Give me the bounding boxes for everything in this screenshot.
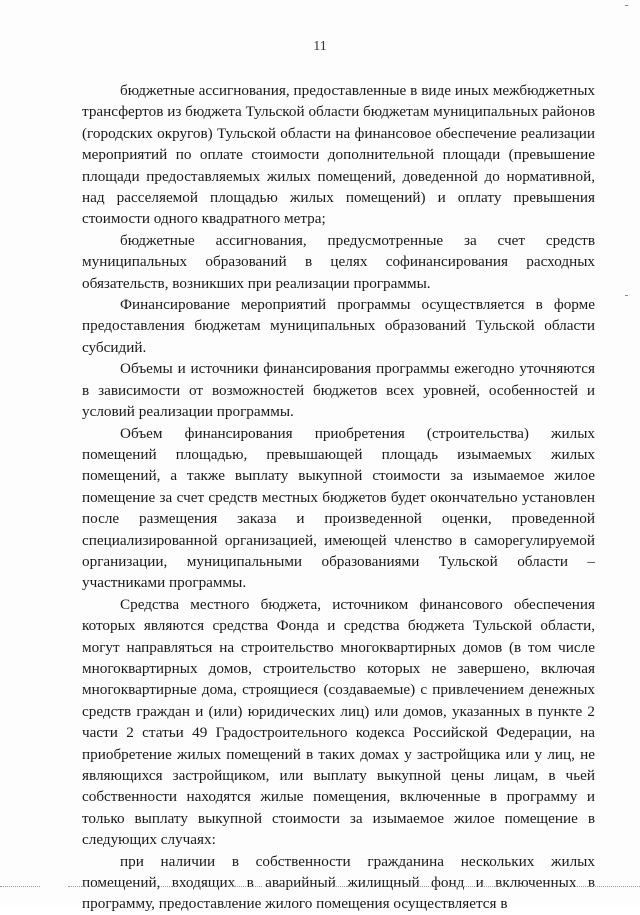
- scan-line: [395, 886, 505, 888]
- paragraph: Финансирование мероприятий программы осуществляется в форме предоставления бюджетам муниципальных образований Тульской области субсидий.: [82, 296, 595, 356]
- scan-artifacts: [0, 884, 640, 890]
- paragraph: Объемы и источники финансирования программы ежегодно уточняются в зависимости от возможностей бюджетов всех уровней, особенностей и условий реализации программы.: [82, 360, 595, 421]
- scan-edge-mark: [625, 295, 628, 296]
- scan-line: [515, 886, 640, 888]
- scan-edge-mark: [625, 5, 628, 6]
- paragraph: бюджетные ассигнования, предоставленные в виде иных межбюджетных трансфертов из бюджета Тульской области бюджетам муниципальных районов (городских округов) Тульской области на финансовое обеспечение реализации мероприятий по оплате стоимости дополнительной площади (превышение площади предоставляемых жилых помещений, доведенной до нормативной, над расселяемой площадью жилых помещений) и оплату превышения стоимости одного квадратного метра;: [82, 82, 595, 228]
- scan-line: [195, 886, 220, 888]
- page-number: 11: [313, 39, 327, 54]
- scan-line: [0, 886, 40, 888]
- scan-line: [232, 886, 262, 888]
- paragraph: при наличии в собственности гражданина нескольких жилых помещений, входящих в аварийный жилищный фонд и включенных в программу, предоставление жилого помещения осуществляется в: [82, 852, 595, 913]
- paragraph: Средства местного бюджета, источником финансового обеспечения которых являются средства Фонда и средства бюджета Тульской области, могут направляться на строительство многоквартирных домов (в том числе многоквартирных домов, строительство которых не завершено, включая многоквартирные дома, строящиеся (создаваемые) с привлечением денежных средств граждан и (или) юридических лиц) или домов, указанных в пункте 2 части 2 статьи 49 Градостроительного кодекса Российской Федерации, на приобретение жилых помещений в таких домах у застройщика или у лиц, не являющихся застройщиком, или выплату выкупной цены лицам, в чьей собственности находятся жилые помещения, включенные в программу и только выплату выкупной стоимости за изымаемое жилое помещение в следующих случаях:: [82, 595, 595, 849]
- document-body: [82, 80, 595, 915]
- paragraph: бюджетные ассигнования, предусмотренные за счет средств муниципальных образований в целях софинансирования расходных обязательств, возникших при реализации программы.: [82, 231, 595, 292]
- paragraph: Объем финансирования приобретения (строительства) жилых помещений площадью, превышающей площадь изымаемых жилых помещений, а также выплату выкупной стоимости за изымаемое жилое помещение за счет средств местных бюджетов будет окончательно установлен после размещения заказа и произведенной оценки, проведенной специализированной организацией, имеющей членство в саморегулируемой организации, муниципальными образованиями Тульской области – участниками программы.: [82, 424, 595, 592]
- scan-line: [275, 886, 355, 888]
- scan-line: [68, 886, 178, 888]
